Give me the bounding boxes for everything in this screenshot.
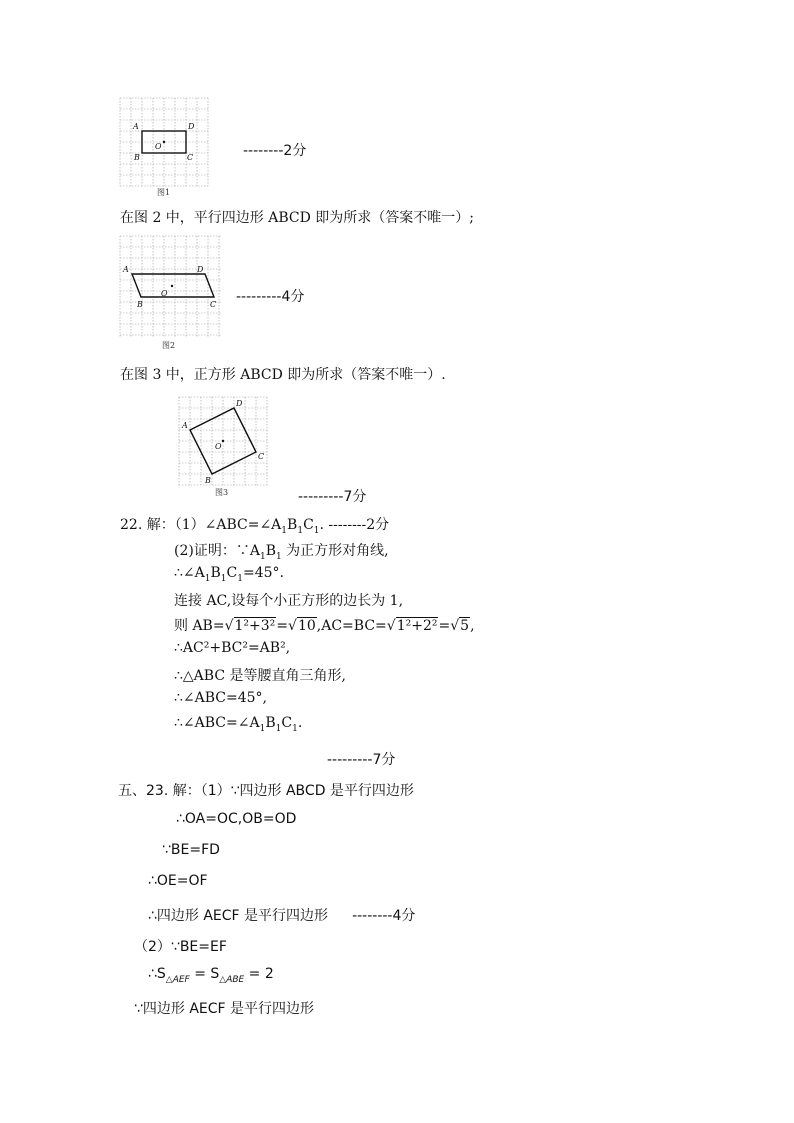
figure-2-intro: 在图 2 中，平行四边形 ABCD 即为所求（答案不唯一）; bbox=[120, 210, 475, 226]
q22-proof-line-2: $\therefore\angle A_1B_1C_1=45^\circ$. bbox=[174, 565, 284, 584]
score-figure-3: ---------7分 bbox=[298, 489, 367, 505]
grid-lines bbox=[120, 236, 221, 337]
q22-proof-line-1: (2)证明：$\because A_1B_1$ 为正方形对角线, bbox=[174, 543, 389, 562]
q23-line-2: ∵BE=FD bbox=[162, 842, 220, 858]
q22-proof-line-5: ∴AC²+BC²=AB², bbox=[174, 640, 291, 656]
figure-3-caption: 图3 bbox=[215, 488, 229, 497]
q23-line-5: （2）∵BE=EF bbox=[134, 939, 227, 955]
q22-proof-line-7: ∴∠ABC=45°, bbox=[174, 690, 268, 706]
point-o bbox=[171, 285, 173, 287]
q22-proof-line-3: 连接 AC,设每个小正方形的边长为 1, bbox=[174, 593, 404, 609]
label-a: A bbox=[133, 122, 139, 131]
figure-2-caption: 图2 bbox=[162, 341, 176, 350]
label-c: C bbox=[258, 452, 265, 461]
label-d: D bbox=[188, 122, 195, 131]
q23-line-6: $\therefore S_{\triangle AEF} = S_{\triangle ABE} = 2$ bbox=[148, 966, 274, 985]
score-figure-1: --------2分 bbox=[243, 143, 307, 159]
label-b: B bbox=[134, 153, 140, 162]
q23-line-3: ∴OE=OF bbox=[148, 873, 208, 889]
q23-heading: 五、23. 解：（1）∵四边形 ABCD 是平行四边形 bbox=[118, 783, 414, 799]
q23-line-7: ∵四边形 AECF 是平行四边形 bbox=[134, 1001, 315, 1017]
q23-line-1: ∴OA=OC,OB=OD bbox=[176, 811, 297, 827]
label-o: O bbox=[215, 442, 222, 451]
score-figure-2: ---------4分 bbox=[236, 289, 305, 305]
point-o bbox=[163, 141, 165, 143]
figure-3-intro: 在图 3 中，正方形 ABCD 即为所求（答案不唯一）. bbox=[120, 367, 446, 383]
label-o: O bbox=[155, 142, 162, 151]
label-b: B bbox=[205, 476, 211, 485]
q22-proof-line-4: 则 AB=√1²+3²=√10,AC=BC=√1²+2²=√5, bbox=[174, 618, 475, 634]
label-b: B bbox=[137, 300, 143, 309]
label-a: A bbox=[182, 421, 188, 430]
point-o bbox=[222, 440, 224, 442]
label-c: C bbox=[187, 153, 194, 162]
figure-2-grid bbox=[120, 236, 221, 337]
figure-1-caption: 图1 bbox=[157, 188, 171, 197]
label-d: D bbox=[197, 265, 204, 274]
q22-heading: 22. 解：$(1)\angle ABC=\angle A_1B_1C_1$. --------2分 bbox=[120, 517, 390, 536]
label-o: O bbox=[161, 289, 168, 298]
q22-proof-line-8: $\therefore\angle ABC=\angle A_1B_1C_1$. bbox=[174, 715, 303, 734]
figure-3-grid bbox=[179, 397, 267, 485]
label-c: C bbox=[210, 300, 217, 309]
q23-line-4: ∴四边形 AECF 是平行四边形 --------4分 bbox=[148, 908, 416, 924]
figure-1-grid bbox=[120, 98, 208, 186]
q22-proof-line-6: ∴△ABC 是等腰直角三角形, bbox=[174, 668, 346, 684]
label-a: A bbox=[123, 265, 129, 274]
label-d: D bbox=[236, 399, 243, 408]
q22-score: ---------7分 bbox=[327, 752, 396, 768]
